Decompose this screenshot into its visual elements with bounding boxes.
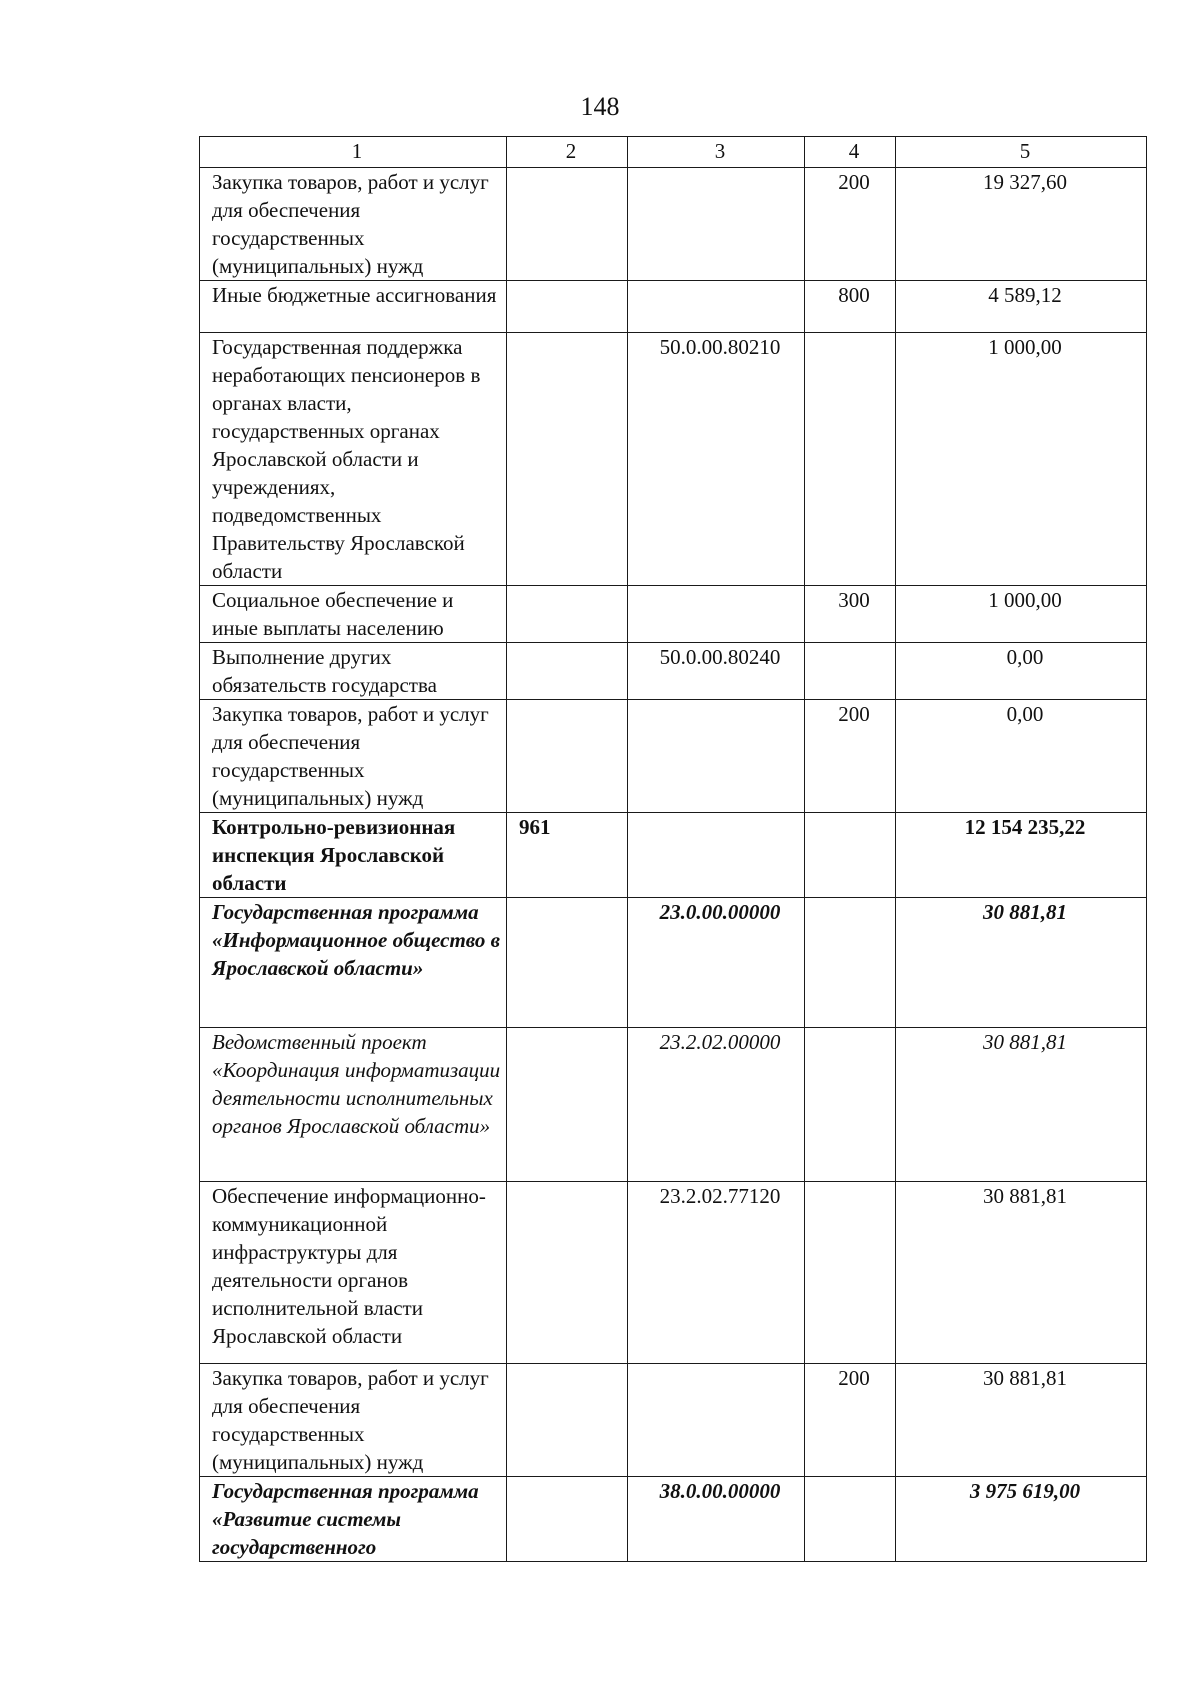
column-header-2: 2 <box>507 137 628 168</box>
row-admin-code-cell <box>507 898 628 1028</box>
row-name-cell: Государственная программа «Информационное общество в Ярославской области» <box>200 898 507 1028</box>
row-target-code-cell <box>628 700 805 813</box>
table-row <box>200 813 1147 898</box>
row-admin-code-cell <box>507 333 628 586</box>
row-admin-code-cell <box>507 1477 628 1562</box>
table-header-row <box>200 137 1147 168</box>
table-row <box>200 898 1147 1028</box>
table-row <box>200 1182 1147 1364</box>
table-row <box>200 586 1147 643</box>
table-row <box>200 281 1147 333</box>
row-expense-type-cell <box>805 813 896 898</box>
table-row <box>200 1477 1147 1562</box>
budget-table <box>199 136 1147 1562</box>
row-admin-code-cell <box>507 643 628 700</box>
row-name-cell: Закупка товаров, работ и услуг для обеспечения государственных (муниципальных) нужд <box>200 1364 507 1477</box>
row-amount-cell: 4 589,12 <box>896 281 1147 333</box>
row-amount-cell: 30 881,81 <box>896 1364 1147 1477</box>
row-target-code-cell: 23.2.02.77120 <box>628 1182 805 1364</box>
row-name-cell: Социальное обеспечение и иные выплаты населению <box>200 586 507 643</box>
column-header-1: 1 <box>200 137 507 168</box>
page-number: 148 <box>580 92 620 121</box>
row-expense-type-cell <box>805 333 896 586</box>
column-header-5: 5 <box>896 137 1147 168</box>
row-target-code-cell: 50.0.00.80210 <box>628 333 805 586</box>
row-expense-type-cell: 200 <box>805 168 896 281</box>
row-expense-type-cell <box>805 1028 896 1182</box>
row-admin-code-cell <box>507 586 628 643</box>
row-amount-cell: 19 327,60 <box>896 168 1147 281</box>
row-amount-cell: 0,00 <box>896 643 1147 700</box>
row-name-cell: Закупка товаров, работ и услуг для обеспечения государственных (муниципальных) нужд <box>200 700 507 813</box>
row-name-cell: Государственная программа «Развитие системы государственного <box>200 1477 507 1562</box>
row-admin-code-cell <box>507 1364 628 1477</box>
table-row <box>200 700 1147 813</box>
row-target-code-cell: 50.0.00.80240 <box>628 643 805 700</box>
table-row <box>200 333 1147 586</box>
row-amount-cell: 30 881,81 <box>896 1182 1147 1364</box>
row-admin-code-cell: 961 <box>507 813 628 898</box>
column-header-3: 3 <box>628 137 805 168</box>
row-amount-cell: 1 000,00 <box>896 586 1147 643</box>
row-expense-type-cell <box>805 1477 896 1562</box>
row-admin-code-cell <box>507 1028 628 1182</box>
row-amount-cell: 1 000,00 <box>896 333 1147 586</box>
row-expense-type-cell <box>805 1182 896 1364</box>
row-name-cell: Государственная поддержка неработающих пенсионеров в органах власти, государственных органах Ярославской области и учреждениях, подведомственных Правительству Ярославской области <box>200 333 507 586</box>
row-target-code-cell <box>628 813 805 898</box>
row-amount-cell: 0,00 <box>896 700 1147 813</box>
row-target-code-cell: 23.0.00.00000 <box>628 898 805 1028</box>
row-target-code-cell: 23.2.02.00000 <box>628 1028 805 1182</box>
row-amount-cell: 30 881,81 <box>896 898 1147 1028</box>
row-amount-cell: 30 881,81 <box>896 1028 1147 1182</box>
table-row <box>200 1028 1147 1182</box>
row-expense-type-cell: 800 <box>805 281 896 333</box>
row-name-cell: Иные бюджетные ассигнования <box>200 281 507 333</box>
column-header-4: 4 <box>805 137 896 168</box>
table-row <box>200 643 1147 700</box>
row-name-cell: Обеспечение информационно-коммуникационной инфраструктуры для деятельности органов исполнительной власти Ярославской области <box>200 1182 507 1364</box>
row-target-code-cell <box>628 586 805 643</box>
row-admin-code-cell <box>507 1182 628 1364</box>
row-expense-type-cell: 200 <box>805 1364 896 1477</box>
table-row <box>200 1364 1147 1477</box>
row-amount-cell: 12 154 235,22 <box>896 813 1147 898</box>
row-target-code-cell <box>628 168 805 281</box>
row-expense-type-cell: 300 <box>805 586 896 643</box>
row-expense-type-cell <box>805 898 896 1028</box>
row-target-code-cell: 38.0.00.00000 <box>628 1477 805 1562</box>
row-target-code-cell <box>628 281 805 333</box>
row-amount-cell: 3 975 619,00 <box>896 1477 1147 1562</box>
row-expense-type-cell: 200 <box>805 700 896 813</box>
row-name-cell: Выполнение других обязательств государства <box>200 643 507 700</box>
row-name-cell: Закупка товаров, работ и услуг для обеспечения государственных (муниципальных) нужд <box>200 168 507 281</box>
table-row <box>200 168 1147 281</box>
row-expense-type-cell <box>805 643 896 700</box>
row-name-cell: Контрольно-ревизионная инспекция Ярославской области <box>200 813 507 898</box>
row-admin-code-cell <box>507 281 628 333</box>
row-admin-code-cell <box>507 700 628 813</box>
row-admin-code-cell <box>507 168 628 281</box>
row-target-code-cell <box>628 1364 805 1477</box>
row-name-cell: Ведомственный проект «Координация информатизации деятельности исполнительных органов Ярославской области» <box>200 1028 507 1182</box>
